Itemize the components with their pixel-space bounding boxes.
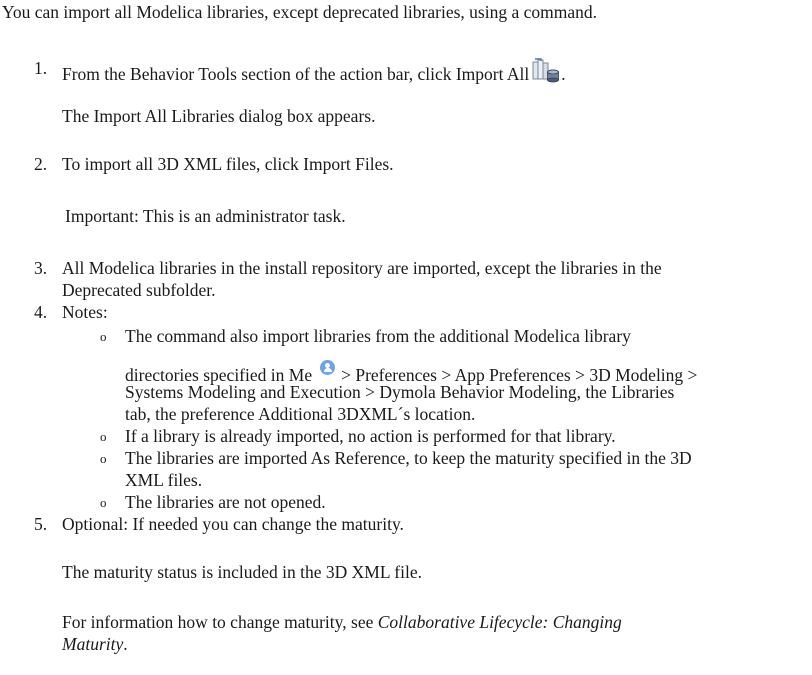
note-1-bullet: o [100,329,107,344]
note-4-bullet: o [100,495,107,510]
note-3-bullet: o [100,451,107,466]
step-1-period: . [561,64,566,84]
note-2-bullet: o [100,429,107,444]
step-2-number: 2. [34,154,48,174]
step-5-text: Optional: If needed you can change the maturity. [62,514,404,534]
note-1-line-4: tab, the preference Additional 3DXML´s location. [125,404,476,424]
note-1-line-2-end: > Preferences > App Preferences > 3D Modeling > [341,365,698,385]
step-1-result: The Import All Libraries dialog box appears. [62,106,376,126]
note-2-text: If a library is already imported, no action is performed for that library. [125,426,616,446]
step-4-text: Notes: [62,302,108,322]
note-1-line-2-start: directories specified in Me [125,365,313,385]
step-5-info-line-2 [62,634,128,655]
step-4-number: 4. [34,302,48,322]
intro-paragraph: You can import all Modelica libraries, except deprecated libraries, using a command. [2,2,597,22]
note-1-line-1: The command also import libraries from the additional Modelica library [125,326,631,346]
step-1-label: From the Behavior Tools section of the action bar, click Import All [62,64,530,84]
step-2-important-note: Important: This is an administrator task. [65,206,346,226]
note-3-line-2: XML files. [125,470,203,490]
step-3-line-1: All Modelica libraries in the install repository are imported, except the libraries in the [62,258,662,278]
step-1-number: 1. [34,58,48,78]
note-4-text: The libraries are not opened. [125,492,326,512]
collaborative-lifecycle-link[interactable]: Collaborative Lifecycle: Changing [377,612,622,632]
step-3-number: 3. [34,258,48,278]
step-3-line-2: Deprecated subfolder. [62,280,216,300]
step-5-maturity-status: The maturity status is included in the 3D XML file. [62,562,422,582]
note-1-line-3: Systems Modeling and Execution > Dymola Behavior Modeling, the Libraries [125,382,675,402]
me-profile-icon[interactable] [320,360,335,375]
step-5-info-period: . [123,634,128,654]
step-5-info-line-1 [62,612,622,633]
step-5-info-prefix: For information how to change maturity, see [62,612,374,632]
step-1-text [62,58,566,85]
import-all-libraries-icon[interactable] [531,58,561,84]
step-5-number: 5. [34,514,48,534]
collaborative-lifecycle-link-continued[interactable]: Maturity [62,634,124,654]
step-2-text: To import all 3D XML files, click Import Files. [62,154,394,174]
note-3-line-1: The libraries are imported As Reference, to keep the maturity specified in the 3D [125,448,692,468]
